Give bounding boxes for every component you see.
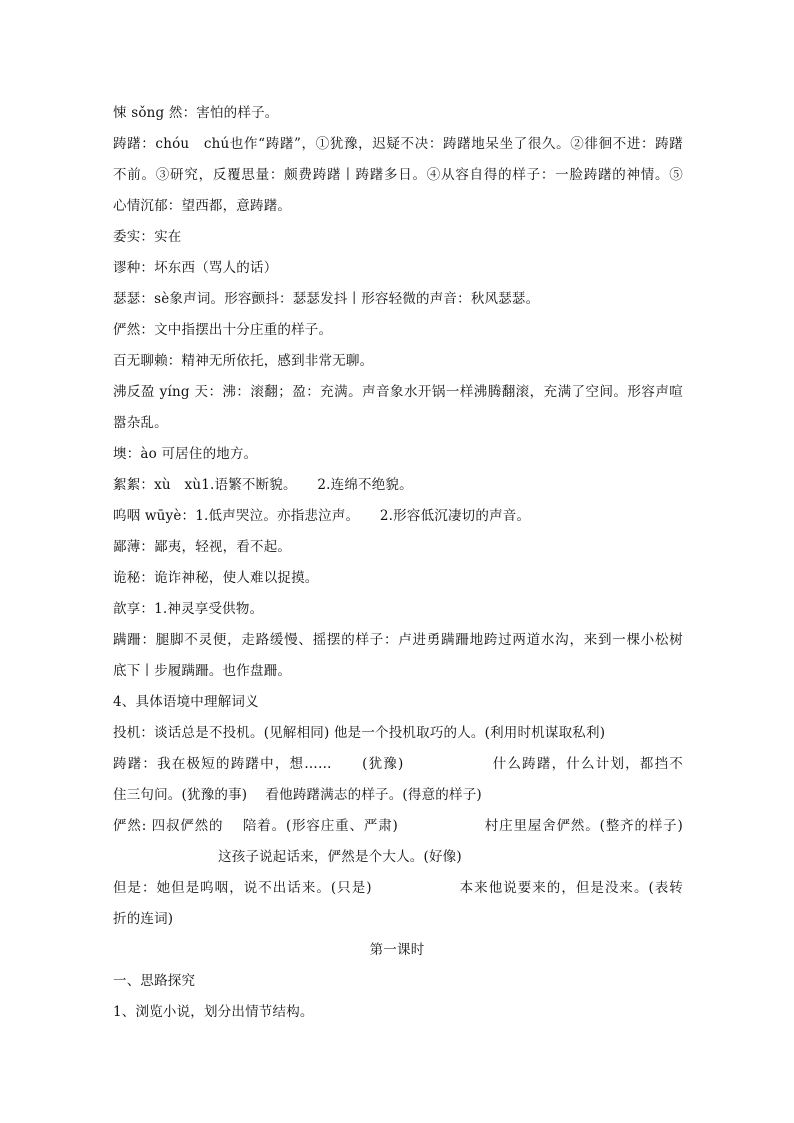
entry-yanran: 俨然：文中指摆出十分庄重的样子。 [113,322,333,338]
section-heading-context: 4、具体语境中理解词义 [113,694,259,710]
context-yanran-line2: 这孩子说起话来，俨然是个大人。(好像) [218,849,462,865]
context-danshi-line1: 但是：她但是呜咽，说不出话来。(只是) 本来他说要来的，但是没来。(表转 [113,880,683,896]
entry-chouchu-line1: 踌躇：chóu chú也作“踌躇”，①犹豫，迟疑不决：踌躇地呆坐了很久。②徘徊不进：踌躇 [113,136,683,152]
task-item-1: 1、浏览小说，划分出情节结构。 [113,1004,314,1020]
entry-weishi: 委实：实在 [113,229,182,245]
context-yanran-line1: 俨然: 四叔俨然的 陪着。(形容庄重、严肃) 村庄里屋舍俨然。(整齐的样子) [113,818,683,834]
entry-feifanyingtian-line2: 嚣杂乱。 [113,415,168,431]
context-touji: 投机：谈话总是不投机。(见解相同) 他是一个投机取巧的人。(利用时机谋取私利) [113,725,606,741]
entry-chouchu-line2: 不前。③研究，反覆思量：颇费踌躇丨踌躇多日。④从容自得的样子：一脸踌躇的神情。⑤ [113,167,683,183]
entry-songran: 悚 sǒng 然：害怕的样子。 [113,105,279,121]
entry-guimi: 诡秘：诡诈神秘，使人难以捉摸。 [113,570,319,586]
context-danshi-line2: 折的连词) [113,911,174,927]
entry-ao: 墺：ào 可居住的地方。 [113,446,258,462]
entry-chouchu-line3: 心情沉郁：望西都，意踌躇。 [113,198,292,214]
entry-wuye: 呜咽 wūyè：1.低声哭泣。亦指悲泣声。 2.形容低沉凄切的声音。 [113,508,531,524]
entry-bailiaolai: 百无聊赖：精神无所依托，感到非常无聊。 [113,353,374,369]
entry-panshan-line2: 底下丨步履蹒跚。也作盘跚。 [113,663,292,679]
context-chouchu-line1: 踌躇：我在极短的踌躇中，想…… (犹豫) 什么踌躇，什么计划，都挡不 [113,756,683,772]
entry-feifanyingtian-line1: 沸反盈 yíng 天：沸：滚翻；盈：充满。声音象水开锅一样沸腾翻滚，充满了空间。形容声喧 [113,384,683,400]
entry-bibo: 鄙薄：鄙夷，轻视，看不起。 [113,539,292,555]
entry-panshan-line1: 蹒跚：腿脚不灵便，走路缓慢、摇摆的样子：卢进勇蹒跚地跨过两道水沟，来到一棵小松树 [113,632,683,648]
lesson-title: 第一课时 [369,942,425,958]
entry-miuzhong: 谬种：坏东西（骂人的话） [113,260,278,276]
context-chouchu-line2: 住三句问。(犹豫的事) 看他踌躇满志的样子。(得意的样子) [113,787,482,803]
entry-xuxu: 絮絮：xù xù1.语繁不断貌。 2.连绵不绝貌。 [113,477,413,493]
entry-xinxiang: 歆享：1.神灵享受供物。 [113,601,264,617]
section-heading-thinking: 一、思路探究 [113,973,196,989]
entry-sese: 瑟瑟：sè象声词。形容颤抖：瑟瑟发抖丨形容轻微的声音：秋风瑟瑟。 [113,291,540,307]
